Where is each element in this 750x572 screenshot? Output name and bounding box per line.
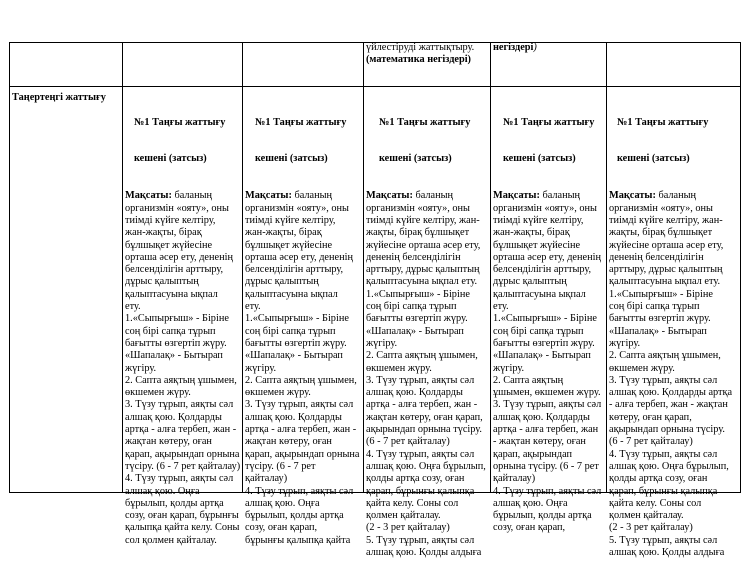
column-3-line: (6 - 7 рет қайталау) bbox=[366, 436, 450, 448]
column-1-line: жүгіру. bbox=[125, 362, 157, 374]
column-3-line: бағытты өзгертіп жүру. bbox=[366, 313, 468, 325]
column-4-line: «Шапалақ» - Бытырап bbox=[493, 350, 591, 362]
column-5-line: жақты, бірақ бұлшықет bbox=[609, 227, 713, 239]
column-3-line: арттыру, дұрыс қалыптың bbox=[366, 264, 480, 276]
column-3-line: ақырындап орнына түсіру. bbox=[366, 424, 482, 436]
column-1-line: түсіру. (6 - 7 рет қайталау) bbox=[125, 460, 241, 472]
column-4-line: баланың bbox=[539, 190, 581, 202]
column-2-line: орташа әсер ету, дененің bbox=[245, 251, 353, 263]
column-4-line: - жақтан көтеру, оған bbox=[493, 436, 586, 448]
top-row-col3-line2: (математика негіздері) bbox=[366, 54, 471, 65]
column-2-line: баланың bbox=[291, 190, 333, 202]
column-2-line: 2. Сапта аяқтың ұшымен, bbox=[245, 374, 357, 386]
column-5-line: «Шапалақ» - Бытырап bbox=[609, 325, 707, 337]
column-1-line: бұрылып, қолды артқа bbox=[125, 497, 224, 509]
column-1 bbox=[125, 92, 240, 559]
column-5 bbox=[609, 92, 732, 572]
column-2-line: бұрылып, қолды артқа bbox=[245, 510, 344, 522]
column-3-heading-2: кешені (затсыз) bbox=[379, 153, 452, 165]
top-row-col4-text: негіздері bbox=[493, 42, 534, 53]
column-1-line: 2. Сапта аяқтың ұшымен, bbox=[125, 374, 237, 386]
column-3-line: қайта келу. Соны сол bbox=[366, 497, 459, 509]
column-5-line: алшақ қою. Оңға бұрылып, bbox=[609, 460, 729, 472]
column-5-line: (6 - 7 рет қайталау) bbox=[609, 436, 693, 448]
column-2-line: түсіру. (6 - 7 рет bbox=[245, 460, 316, 472]
column-5-lines bbox=[609, 190, 732, 558]
column-3-heading-1: №1 Таңғы жаттығу bbox=[379, 116, 471, 128]
column-2-line: 1.«Сыпырғыш» - Біріне bbox=[245, 313, 349, 325]
column-2-line: организмін «ояту», оны bbox=[245, 202, 349, 214]
column-2-line: алшақ қою. Оңға bbox=[245, 497, 320, 509]
column-5-line: 4. Түзу тұрып, аяқты сәл bbox=[609, 448, 718, 460]
column-4-line: бұрылып, қолды артқа bbox=[493, 510, 592, 522]
column-2-line: қайталау) bbox=[245, 473, 288, 485]
column-4-goal-label: Мақсаты: bbox=[493, 190, 540, 202]
column-3-line: 5. Түзу тұрып, аяқты сәл bbox=[366, 534, 475, 546]
top-row-col4 bbox=[493, 42, 537, 54]
column-1-line: организмін «ояту», оны bbox=[125, 202, 229, 214]
column-3-line: өкшемен жүру. bbox=[366, 362, 432, 374]
column-5-line: көтеру, оған қарап, bbox=[609, 411, 692, 423]
column-4-line: ету. bbox=[493, 301, 509, 313]
column-2 bbox=[245, 92, 359, 559]
column-5-line: 3. Түзу тұрып, аяқты сәл bbox=[609, 374, 718, 386]
column-2-line: тиімді күйге келтіру, bbox=[245, 214, 336, 226]
column-2-line: 4. Түзу тұрып, аяқты сәл bbox=[245, 485, 354, 497]
column-5-line: соң бірі сапқа тұрып bbox=[609, 301, 700, 313]
column-3-line: 3. Түзу тұрып, аяқты сәл bbox=[366, 374, 475, 386]
column-3-line: тиімді күйге келтіру, жан- bbox=[366, 214, 480, 226]
column-5-line: қарап, бұрынғы қалыпқа bbox=[609, 485, 718, 497]
col-border-4 bbox=[490, 42, 491, 493]
column-2-body bbox=[245, 190, 359, 547]
column-2-heading-1: №1 Таңғы жаттығу bbox=[255, 116, 347, 128]
column-1-line: ету. bbox=[125, 301, 141, 313]
column-3-line: қалыптасуына ықпал ету. bbox=[366, 276, 478, 288]
column-3-line: 4. Түзу тұрып, аяқты сәл bbox=[366, 448, 475, 460]
column-3-line: «Шапалақ» - Бытырап bbox=[366, 325, 464, 337]
column-4-line: созу, оған қарап, bbox=[493, 522, 566, 534]
column-4-line: белсенділігін арттыру, bbox=[493, 264, 592, 276]
column-2-line: созу, оған қарап, bbox=[245, 522, 318, 534]
column-5-line: бағытты өзгертіп жүру. bbox=[609, 313, 711, 325]
column-5-line: 2. Сапта аяқтың ұшымен, bbox=[609, 350, 721, 362]
column-1-line: бағытты өзгертіп жүру. bbox=[125, 337, 227, 349]
row-divider bbox=[9, 86, 741, 87]
col-border-0 bbox=[9, 42, 10, 493]
column-5-line: алшақ қою. Қолды алдыға bbox=[609, 546, 725, 558]
column-2-line: артқа - алға тербеп, жан - bbox=[245, 424, 357, 436]
column-4-line: қалыптасуына ықпал bbox=[493, 288, 586, 300]
column-3-line: (2 - 3 рет қайталау) bbox=[366, 522, 450, 534]
column-1-line: алшақ қою. Қолдарды bbox=[125, 411, 222, 423]
column-1-line: тиімді күйге келтіру, bbox=[125, 214, 216, 226]
column-4-line: 4. Түзу тұрып, аяқты сәл bbox=[493, 485, 602, 497]
column-4 bbox=[493, 92, 601, 547]
column-1-goal-label: Мақсаты: bbox=[125, 190, 172, 202]
col-border-6 bbox=[740, 42, 741, 493]
column-1-line: созу, оған қарап, бұрынғы bbox=[125, 510, 239, 522]
column-3 bbox=[366, 92, 486, 572]
column-1-line: «Шапалақ» - Бытырап bbox=[125, 350, 223, 362]
column-1-line: 1.«Сыпырғыш» - Біріне bbox=[125, 313, 229, 325]
column-5-line: қолды артқа созу, оған bbox=[609, 473, 708, 485]
column-4-line: 3. Түзу тұрып, аяқты сәл bbox=[493, 399, 602, 411]
column-2-line: 3. Түзу тұрып, аяқты сәл bbox=[245, 399, 354, 411]
column-5-line: тиімді күйге келтіру, жан- bbox=[609, 214, 723, 226]
column-1-line: сол қолмен қайталау. bbox=[125, 534, 217, 546]
column-5-line: 1.«Сыпырғыш» - Біріне bbox=[609, 288, 713, 300]
column-1-line: алшақ қою. Оңға bbox=[125, 485, 200, 497]
column-1-line: артқа - алға тербеп, жан - bbox=[125, 424, 237, 436]
column-2-line: бұлшықет жүйесіне bbox=[245, 239, 333, 251]
column-3-line: артқа - алға тербеп, жан - bbox=[366, 399, 478, 411]
column-4-line: артқа - алға тербеп, жан bbox=[493, 424, 599, 436]
top-row-col3-line1: үйлестіруді жаттықтыру. bbox=[366, 42, 475, 53]
column-4-line: 2. Сапта аяқтың bbox=[493, 374, 564, 386]
col-border-3 bbox=[363, 42, 364, 493]
column-4-lines bbox=[493, 190, 601, 533]
column-5-line: ақырындап орнына түсіру. bbox=[609, 424, 725, 436]
column-3-line: жақты, бірақ бұлшықет bbox=[366, 227, 470, 239]
column-3-line: қарап, бұрынғы қалыпқа bbox=[366, 485, 475, 497]
column-4-line: дұрыс қалыптың bbox=[493, 276, 567, 288]
column-3-line: соң бірі сапқа тұрып bbox=[366, 301, 457, 313]
col-border-5 bbox=[606, 42, 607, 493]
column-5-line: - алға тербеп, жан - жақтан bbox=[609, 399, 728, 411]
column-4-line: ұшымен, өкшемен жүру. bbox=[493, 387, 601, 399]
column-3-line: алшақ қою. Оңға бұрылып, bbox=[366, 460, 486, 472]
column-3-line: жүгіру. bbox=[366, 337, 398, 349]
column-3-line: алшақ қою. Қолды алдыға bbox=[366, 546, 482, 558]
column-2-goal-label: Мақсаты: bbox=[245, 190, 292, 202]
column-5-line: дененің белсенділігін bbox=[609, 251, 704, 263]
column-2-line: ету. bbox=[245, 301, 261, 313]
column-1-line: дұрыс қалыптың bbox=[125, 276, 199, 288]
column-2-line: қалыптасуына ықпал bbox=[245, 288, 338, 300]
column-5-line: (2 - 3 рет қайталау) bbox=[609, 522, 693, 534]
col-border-1 bbox=[122, 42, 123, 493]
column-4-line: алшақ қою. Оңға bbox=[493, 497, 568, 509]
column-4-heading-1: №1 Таңғы жаттығу bbox=[503, 116, 595, 128]
column-3-line: қолды артқа созу, оған bbox=[366, 473, 465, 485]
column-2-line: бағытты өзгертіп жүру. bbox=[245, 337, 347, 349]
column-5-line: алшақ қою. Қолдарды артқа bbox=[609, 387, 733, 399]
column-2-line: алшақ қою. Қолдарды bbox=[245, 411, 342, 423]
column-1-line: жақтан көтеру, оған bbox=[125, 436, 212, 448]
column-3-line: 2. Сапта аяқтың ұшымен, bbox=[366, 350, 478, 362]
column-4-line: соң бірі сапқа тұрып bbox=[493, 325, 584, 337]
column-5-line: баланың bbox=[655, 190, 697, 202]
column-2-line: белсенділігін арттыру, bbox=[245, 264, 344, 276]
column-1-lines bbox=[125, 190, 240, 545]
column-5-body bbox=[609, 190, 732, 559]
column-1-line: белсенділігін арттыру, bbox=[125, 264, 224, 276]
column-3-line: 1.«Сыпырғыш» - Біріне bbox=[366, 288, 470, 300]
column-1-line: соң бірі сапқа тұрып bbox=[125, 325, 216, 337]
column-4-line: 1.«Сыпырғыш» - Біріне bbox=[493, 313, 597, 325]
column-1-heading-2: кешені (затсыз) bbox=[134, 153, 207, 165]
column-4-line: бұлшықет жүйесіне bbox=[493, 239, 581, 251]
column-2-line: жақтан көтеру, оған bbox=[245, 436, 332, 448]
column-4-line: қарап, ақырындап bbox=[493, 448, 573, 460]
column-2-lines bbox=[245, 190, 359, 545]
column-3-goal-label: Мақсаты: bbox=[366, 190, 413, 202]
column-3-line: қолмен қайталау. bbox=[366, 510, 441, 522]
column-2-line: дұрыс қалыптың bbox=[245, 276, 319, 288]
column-4-line: орташа әсер ету, дененің bbox=[493, 251, 601, 263]
column-4-line: алшақ қою. Қолдарды bbox=[493, 411, 590, 423]
column-5-line: өкшемен жүру. bbox=[609, 362, 675, 374]
column-3-line: баланың bbox=[412, 190, 454, 202]
column-1-heading-1: №1 Таңғы жаттығу bbox=[134, 116, 226, 128]
column-5-heading-2: кешені (затсыз) bbox=[617, 153, 690, 165]
column-2-heading-2: кешені (затсыз) bbox=[255, 153, 328, 165]
column-4-line: орнына түсіру. (6 - 7 рет bbox=[493, 460, 599, 472]
column-1-line: қалыпқа қайта келу. Соны bbox=[125, 522, 240, 534]
column-4-heading-2: кешені (затсыз) bbox=[503, 153, 576, 165]
column-3-line: жүйесіне орташа әсер ету, bbox=[366, 239, 481, 251]
column-1-line: орташа әсер ету, дененің bbox=[125, 251, 233, 263]
column-2-line: жүгіру. bbox=[245, 362, 277, 374]
column-4-body bbox=[493, 190, 601, 534]
column-5-line: қалыптасуына ықпал ету. bbox=[609, 276, 721, 288]
column-2-line: бұрынғы қалыпқа қайта bbox=[245, 534, 351, 546]
column-4-line: жүгіру. bbox=[493, 362, 525, 374]
column-5-heading-1: №1 Таңғы жаттығу bbox=[617, 116, 709, 128]
column-5-line: қайта келу. Соны сол bbox=[609, 497, 702, 509]
column-4-line: жан-жақты, бірақ bbox=[493, 227, 570, 239]
column-5-line: 5. Түзу тұрып, аяқты сәл bbox=[609, 534, 718, 546]
column-4-line: қайталау) bbox=[493, 473, 536, 485]
column-1-line: 4. Түзу тұрып, аяқты сәл bbox=[125, 473, 234, 485]
column-2-line: өкшемен жүру. bbox=[245, 387, 311, 399]
column-3-line: дененің белсенділігін bbox=[366, 251, 461, 263]
column-1-body bbox=[125, 190, 240, 547]
column-5-line: жүйесіне орташа әсер ету, bbox=[609, 239, 724, 251]
column-1-line: қарап, ақырындап орнына bbox=[125, 448, 240, 460]
column-5-goal-label: Мақсаты: bbox=[609, 190, 656, 202]
column-2-line: «Шапалақ» - Бытырап bbox=[245, 350, 343, 362]
column-1-line: қалыптасуына ықпал bbox=[125, 288, 218, 300]
column-5-line: жүгіру. bbox=[609, 337, 641, 349]
column-3-line: жақтан көтеру, оған қарап, bbox=[366, 411, 483, 423]
column-3-lines bbox=[366, 190, 486, 558]
column-1-line: өкшемен жүру. bbox=[125, 387, 191, 399]
column-5-line: арттыру, дұрыс қалыптың bbox=[609, 264, 723, 276]
column-3-line: алшақ қою. Қолдарды bbox=[366, 387, 463, 399]
column-1-line: бұлшықет жүйесіне bbox=[125, 239, 213, 251]
column-1-line: жан-жақты, бірақ bbox=[125, 227, 202, 239]
column-2-line: жан-жақты, бірақ bbox=[245, 227, 322, 239]
col-border-2 bbox=[242, 42, 243, 493]
column-2-line: қарап, ақырындап орнына bbox=[245, 448, 360, 460]
top-row-col4-paren: ) bbox=[533, 42, 537, 53]
column-2-line: соң бірі сапқа тұрып bbox=[245, 325, 336, 337]
column-4-line: организмін «ояту», оны bbox=[493, 202, 597, 214]
column-1-line: баланың bbox=[171, 190, 213, 202]
column-4-line: бағытты өзгертіп жүру. bbox=[493, 337, 595, 349]
column-5-line: организмін «ояту», оны bbox=[609, 202, 713, 214]
column-3-line: организмін «ояту», оны bbox=[366, 202, 470, 214]
column-5-line: қолмен қайталау. bbox=[609, 510, 684, 522]
column-1-line: 3. Түзу тұрып, аяқты сәл bbox=[125, 399, 234, 411]
column-4-line: тиімді күйге келтіру, bbox=[493, 214, 584, 226]
row-label: Таңертеңгі жаттығу bbox=[12, 92, 106, 103]
column-3-body bbox=[366, 190, 486, 559]
